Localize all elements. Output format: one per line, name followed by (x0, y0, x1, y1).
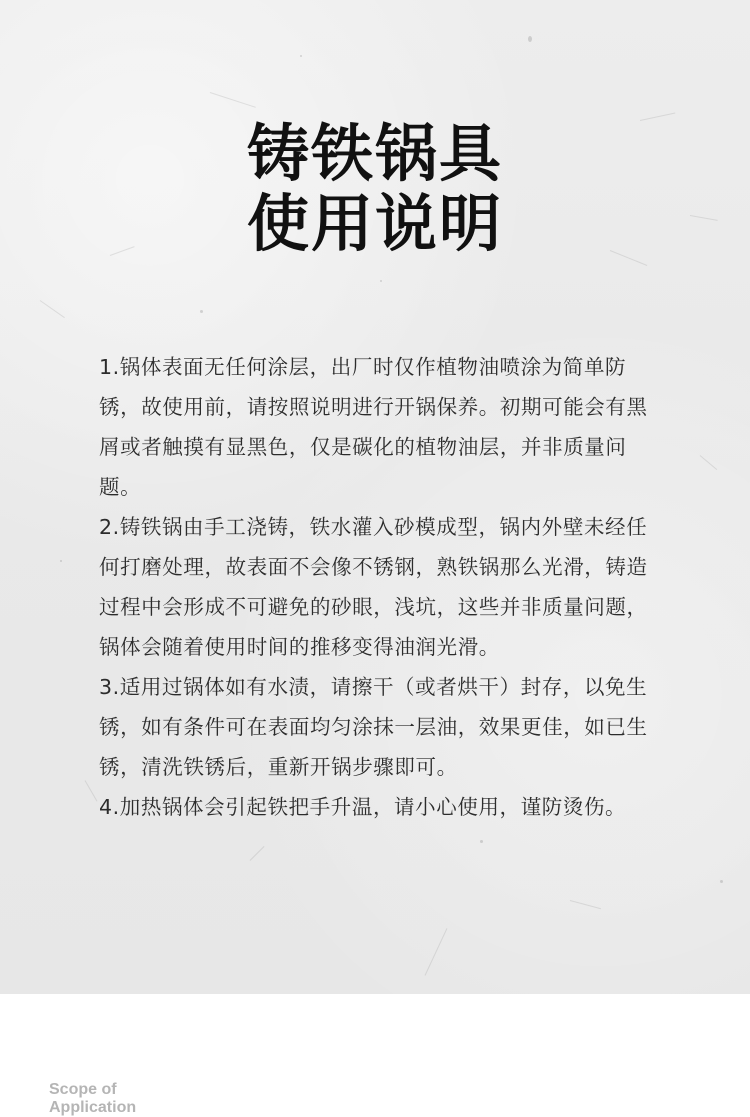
instruction-item-4: 4.加热锅体会引起铁把手升温，请小心使用，谨防烫伤。 (99, 795, 627, 819)
footer-label-line-1: Scope of (49, 1081, 117, 1098)
instruction-item-2: 2.铸铁锅由手工浇铸，铁水灌入砂模成型，锅内外壁未经任何打磨处理，故表面不会像不锈钢，熟铁锅那么光滑，铸造过程中会形成不可避免的砂眼，浅坑，这些并非质量问题，锅体会随着使用时间的推移变得油润光滑。 (99, 515, 648, 659)
page-title-line-1: 铸铁锅具 (246, 117, 503, 190)
instruction-item-1: 1.锅体表面无任何涂层，出厂时仅作植物油喷涂为简单防锈，故使用前，请按照说明进行开锅保养。初期可能会有黑屑或者触摸有显黑色，仅是碳化的植物油层，并非质量问题。 (99, 355, 648, 499)
footer-label-line-2: Application (49, 1099, 137, 1116)
instruction-item-3: 3.适用过锅体如有水渍，请擦干（或者烘干）封存，以免生锈，如有条件可在表面均匀涂抹一层油，效果更佳，如已生锈，清洗铁锈后，重新开锅步骤即可。 (99, 675, 648, 779)
instructions-list (99, 347, 655, 827)
footer-scope-label (49, 1081, 249, 1117)
page-title-line-2: 使用说明 (246, 187, 503, 260)
